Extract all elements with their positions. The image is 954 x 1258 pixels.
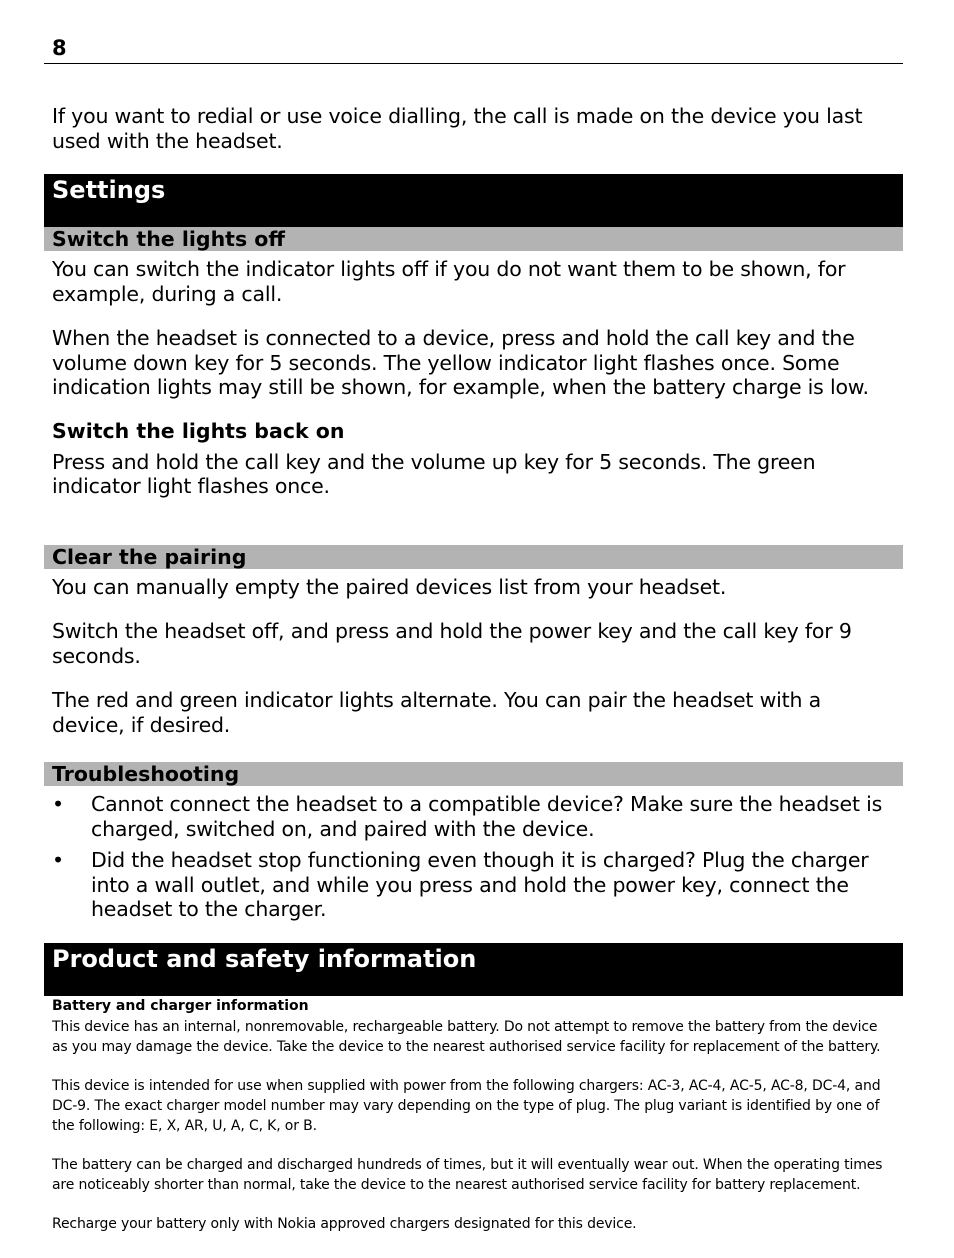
clear-pairing-paragraph-1: You can manually empty the paired devices list from your headset.: [52, 574, 727, 599]
clear-pairing-paragraph-3: The red and green indicator lights alternate. You can pair the headset with a device, if desired.: [52, 688, 821, 737]
clear-pairing-paragraph-2: Switch the headset off, and press and hold the power key and the call key for 9 seconds.: [52, 619, 852, 668]
switch-on-paragraph: Press and hold the call key and the volume up key for 5 seconds. The green indicator light flashes once.: [52, 449, 816, 498]
bullet-icon: •: [52, 848, 64, 872]
page-header: [44, 30, 903, 64]
troubleshooting-list: [44, 792, 903, 922]
battery-paragraph-2: This device is intended for use when supplied with power from the following chargers: AC-3, AC-4, AC-5, AC-8, DC-4, and DC-9. The exact charger model number may vary depending on the type of plug. The plug variant is identified by one of the following: E, X, AR, U, A, C, K, or B.: [52, 1077, 881, 1134]
list-item-text: Cannot connect the headset to a compatible device? Make sure the headset is charged, switched on, and paired with the device.: [91, 792, 883, 841]
subsection-heading-troubleshooting: Troubleshooting: [44, 762, 903, 786]
section-title-settings: Settings: [44, 174, 903, 227]
switch-off-paragraph-1: You can switch the indicator lights off if you do not want them to be shown, for example, during a call.: [52, 257, 846, 306]
document-page: [44, 30, 903, 1234]
switch-off-paragraph-2: When the headset is connected to a device, press and hold the call key and the volume down key for 5 seconds. The yellow indicator light flashes once. Some indication lights may still be shown, for example, when the battery charge is low.: [52, 326, 869, 399]
subsection-heading-clear-pairing: Clear the pairing: [44, 545, 903, 569]
intro-paragraph: If you want to redial or use voice dialling, the call is made on the device you last used with the headset.: [52, 104, 863, 153]
list-item-text: Did the headset stop functioning even though it is charged? Plug the charger into a wall outlet, and while you press and hold the power key, connect the headset to the charger.: [91, 848, 869, 921]
page-number: 8: [52, 36, 67, 60]
battery-paragraph-3: The battery can be charged and discharged hundreds of times, but it will eventually wear out. When the operating times are noticeably shorter than normal, take the device to the nearest authorised service facility for battery replacement.: [52, 1156, 883, 1193]
battery-charger-heading: Battery and charger information: [52, 997, 309, 1014]
battery-paragraph-1: This device has an internal, nonremovable, rechargeable battery. Do not attempt to remove the battery from the device as you may damage the device. Take the device to the nearest authorised service facility for replacement of the battery.: [52, 1018, 881, 1055]
section-title-product-safety: Product and safety information: [44, 943, 903, 996]
bullet-icon: •: [52, 792, 64, 816]
subsection-heading-switch-lights-on: Switch the lights back on: [52, 418, 345, 443]
battery-paragraph-4: Recharge your battery only with Nokia approved chargers designated for this device.: [52, 1215, 637, 1232]
list-item: [44, 848, 903, 922]
list-item: [44, 792, 903, 841]
subsection-heading-switch-lights-off: Switch the lights off: [44, 227, 903, 251]
